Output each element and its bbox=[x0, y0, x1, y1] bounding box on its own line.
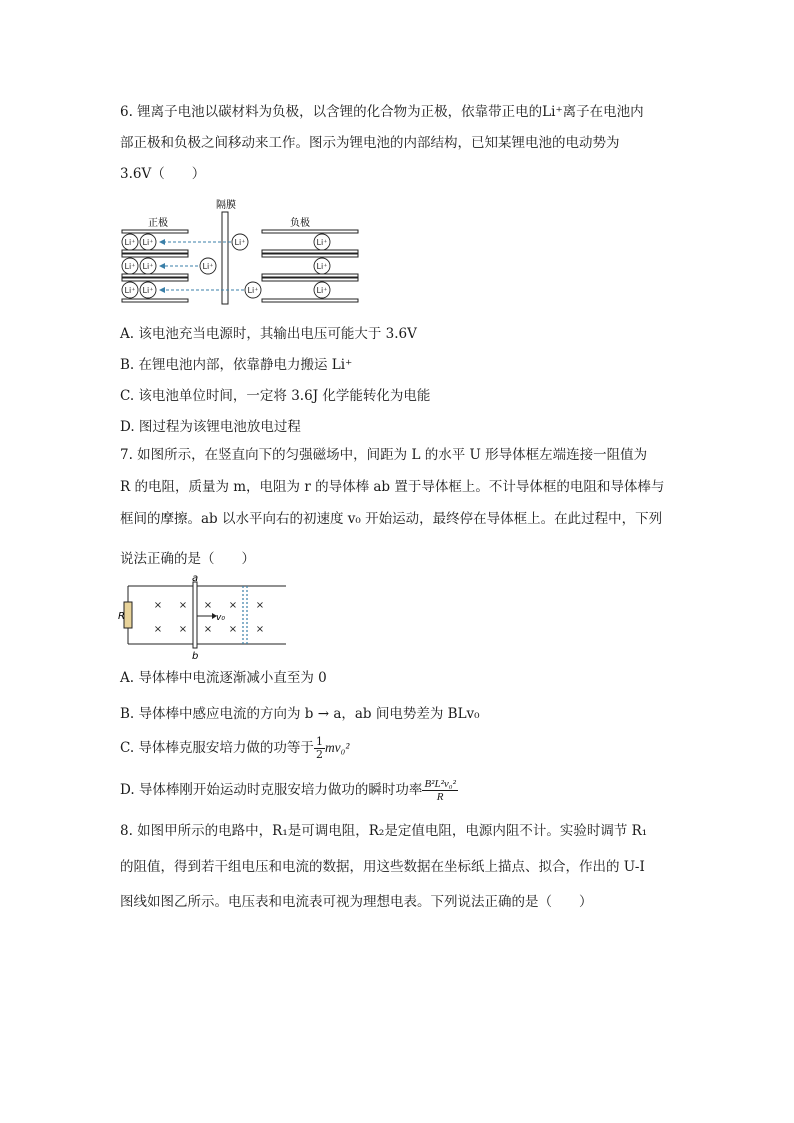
ion-label: Li⁺ bbox=[124, 262, 136, 271]
ion-label: Li⁺ bbox=[142, 286, 154, 295]
q7-option-d bbox=[120, 778, 458, 803]
field-mark: × bbox=[255, 600, 265, 611]
q6-option-a: A. 该电池充当电源时，其输出电压可能大于 3.6V bbox=[120, 326, 417, 342]
q7-option-c-expr: mv₀² bbox=[324, 740, 350, 755]
ion-label: Li⁺ bbox=[247, 286, 259, 295]
q6-line-3: 3.6V（ ） bbox=[120, 166, 206, 182]
q7-option-b: B. 导体棒中感应电流的方向为 b → a，ab 间电势差为 BLv₀ bbox=[120, 706, 480, 722]
u-frame-figure bbox=[118, 572, 290, 662]
field-mark: × bbox=[203, 600, 213, 611]
q6-line-2: 部正极和负极之间移动来工作。图示为锂电池的内部结构，已知某锂电池的电动势为 bbox=[120, 135, 620, 151]
resistor-label: R bbox=[118, 611, 125, 622]
negative-electrode-label: 负极 bbox=[290, 218, 310, 229]
field-mark: × bbox=[203, 624, 213, 635]
q8-line-1: 8. 如图甲所示的电路中，R₁是可调电阻，R₂是定值电阻，电源内阻不计。实验时调节 R₁ bbox=[120, 823, 648, 839]
field-mark: × bbox=[178, 600, 188, 611]
fraction-numerator: 1 bbox=[315, 735, 323, 748]
q7-line-4: 说法正确的是（ ） bbox=[120, 551, 255, 567]
ion-label: Li⁺ bbox=[124, 286, 136, 295]
q7-line-1: 7. 如图所示，在竖直向下的匀强磁场中，间距为 L 的水平 U 形导体框左端连接一阻值为 bbox=[120, 447, 648, 463]
fraction bbox=[422, 778, 457, 803]
battery-structure-figure bbox=[118, 196, 363, 308]
ion-label: Li⁺ bbox=[124, 238, 136, 247]
fraction-denominator: 2 bbox=[315, 748, 323, 761]
field-mark: × bbox=[153, 600, 163, 611]
separator-label: 隔膜 bbox=[216, 200, 236, 211]
field-mark: × bbox=[228, 600, 238, 611]
fraction-denominator: R bbox=[436, 791, 444, 803]
q8-line-2: 的阻值，得到若干组电压和电流的数据，用这些数据在坐标纸上描点、拟合，作出的 U-I bbox=[120, 859, 645, 875]
ion-label: Li⁺ bbox=[202, 262, 214, 271]
velocity-label: v₀ bbox=[216, 613, 225, 623]
q7-option-c-text: C. 导体棒克服安培力做的功等于 bbox=[120, 740, 314, 756]
rod-end-a-label: a bbox=[192, 573, 199, 584]
q6-option-c: C. 该电池单位时间，一定将 3.6J 化学能转化为电能 bbox=[120, 388, 431, 404]
ion-label: Li⁺ bbox=[142, 238, 154, 247]
ion-label: Li⁺ bbox=[142, 262, 154, 271]
rod-end-b-label: b bbox=[192, 651, 199, 662]
fraction bbox=[314, 736, 325, 761]
ion-label: Li⁺ bbox=[316, 286, 328, 295]
q7-option-d-text: D. 导体棒刚开始运动时克服安培力做功的瞬时功率 bbox=[120, 782, 423, 798]
q6-option-b: B. 在锂电池内部，依靠静电力搬运 Li⁺ bbox=[120, 357, 353, 373]
q8-line-3: 图线如图乙所示。电压表和电流表可视为理想电表。下列说法正确的是（ ） bbox=[120, 894, 593, 910]
q7-option-c bbox=[120, 736, 349, 761]
q7-line-3: 框间的摩擦。ab 以水平向右的初速度 v₀ 开始运动，最终停在导体框上。在此过程中，下列 bbox=[120, 511, 663, 527]
ion-label: Li⁺ bbox=[316, 262, 328, 271]
q6-line-1: 6. 锂离子电池以碳材料为负极，以含锂的化合物为正极，依靠带正电的Li⁺离子在电池内 bbox=[120, 104, 644, 120]
field-mark: × bbox=[228, 624, 238, 635]
ion-label: Li⁺ bbox=[316, 238, 328, 247]
field-mark: × bbox=[178, 624, 188, 635]
ion-label: Li⁺ bbox=[234, 238, 246, 247]
field-mark: × bbox=[153, 624, 163, 635]
positive-electrode-label: 正极 bbox=[148, 218, 168, 229]
field-mark: × bbox=[255, 624, 265, 635]
q7-line-2: R 的电阻，质量为 m，电阻为 r 的导体棒 ab 置于导体框上。不计导体框的电阻和导体棒与 bbox=[120, 479, 665, 495]
q7-option-a: A. 导体棒中电流逐渐减小直至为 0 bbox=[120, 670, 327, 686]
q6-option-d: D. 图过程为该锂电池放电过程 bbox=[120, 419, 301, 435]
fraction-numerator: B²L²v₀² bbox=[424, 778, 456, 790]
